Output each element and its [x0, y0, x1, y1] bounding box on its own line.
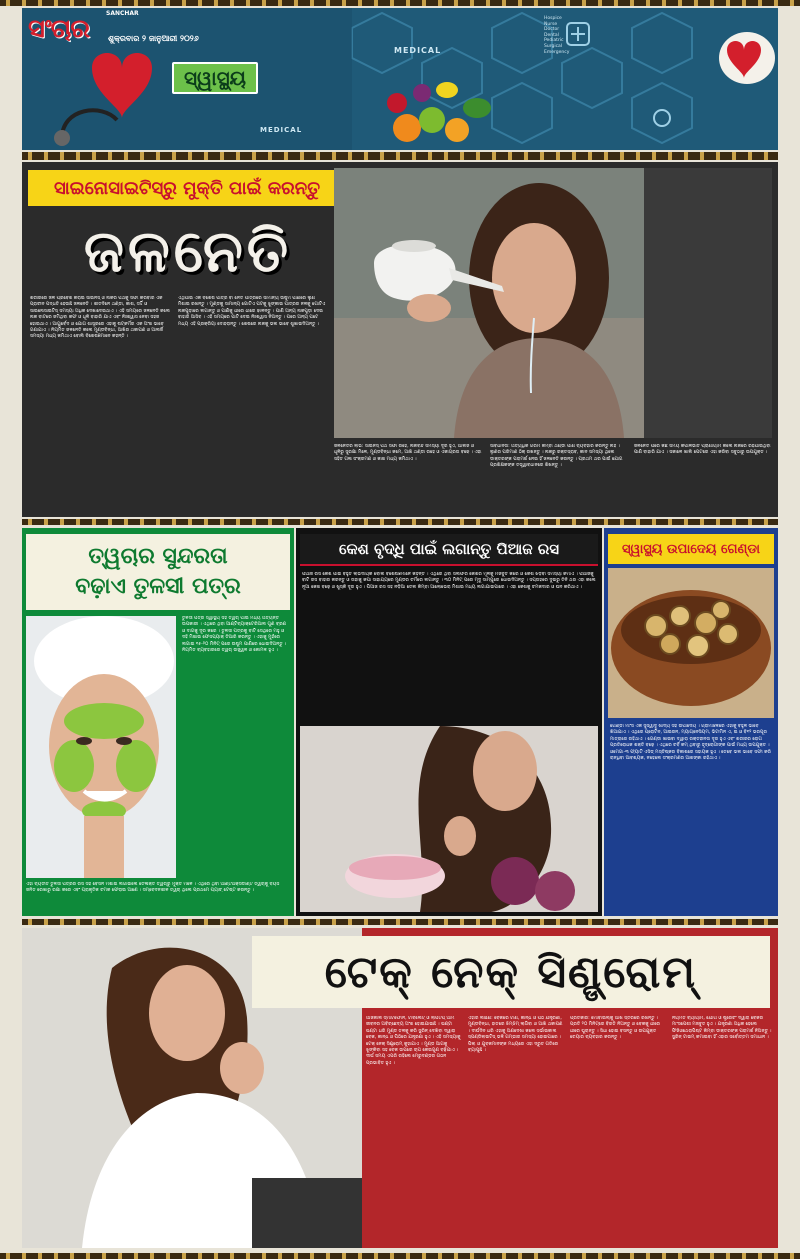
section-divider: [22, 152, 778, 160]
jalaneti-col-1: ଶରୀରରେ ଜଳ ପ୍ରବେଶ କରାଇ ସାଇନସ୍ ଓ ନାକର ପଥକୁ ସଫା କରିବାର ଏକ ପ୍ରାଚୀନ ପଦ୍ଧତି ହେଉଛି ଜଳନେତି । ଶୀତଦିନେ ଥଣ୍ଡା, କାଶ, ସର୍ଦ୍ଦି ଓ ସାଇନୋସାଇଟିସ୍ ସମସ୍ୟା ଅଧିକ ଦେଖାଦେଇଥାଏ । ଏହି ସମୟରେ ଜଳନେତି କଲେ ନାକ ବାଟରେ ଜମିଥିବା କଫ ଓ ଧୂଳି ବାହାରି ଯାଏ ଏବଂ ନିଃଶ୍ୱାସ ନେବା ସହଜ ହୋଇଥାଏ । ଆୟୁର୍ବେଦ ଓ ଯୋଗ ଶାସ୍ତ୍ରରେ ଏହାକୁ ଷଟ୍‌କର୍ମର ଏକ ଅଂଶ ଭାବେ ଗଣାଯାଏ । ନିୟମିତ ଜଳନେତି କଲେ ମୁଣ୍ଡବିନ୍ଧା, ଆଖିର ଥକାପଣ ଓ ଆଲର୍ଜି ସମସ୍ୟା ମଧ୍ୟ କମିଥାଏ ବୋଲି ବିଶେଷଜ୍ଞମାନେ କହନ୍ତି ।: [30, 296, 170, 340]
chart-line: Nurse: [544, 21, 558, 27]
page-border-top: [0, 0, 800, 6]
jalaneti-big-title: ଜଳନେତି: [83, 217, 293, 285]
article-jalaneti: [22, 162, 778, 517]
chart-line: Pediatric: [544, 38, 564, 44]
chart-line: Dental: [544, 32, 559, 38]
tulsi-headline-box: [26, 534, 290, 610]
section-divider-3: [22, 919, 778, 925]
page-border-bottom: [0, 1253, 800, 1259]
medical-label: MEDICAL: [394, 46, 442, 55]
jalaneti-col-3: ଜଳନେତିର ଲାଭ: ସାଇନସ୍ ପଥ ସଫା ରହେ, ନାକବନ୍ଦ ସମସ୍ୟା ଦୂର ହୁଏ, ଆଲର୍ଜି ଓ ଧୂଳିରୁ ସୁରକ୍ଷା ମିଳେ, ମୁଣ୍ଡବିନ୍ଧା କମେ, ଆଖି ଥଣ୍ଡା ରହେ ଓ ଏକାଗ୍ରତା ବଢେ । ଏହା ସହିତ ଗଳା ସଂକ୍ରମଣ ଓ କାଶ ମଧ୍ୟ କମିଥାଏ ।: [334, 444, 482, 462]
article-onion: [296, 528, 602, 916]
medical-label-2: MEDICAL: [260, 126, 303, 134]
onion-headline-bar: [300, 534, 598, 566]
section-title: ସ୍ୱାସ୍ଥ୍ୟ: [184, 66, 246, 90]
article-tulsi: [22, 528, 294, 916]
masthead: [22, 8, 778, 150]
hair-onion-image: [300, 726, 598, 912]
section-divider-2: [22, 519, 778, 525]
paper-name: ସଂଚାର: [28, 14, 90, 44]
chart-line: Surgical: [544, 43, 563, 49]
jalaneti-headline-bar: [28, 170, 346, 206]
paper-tag: SANCHAR: [106, 10, 139, 17]
snail-photo: [608, 568, 774, 718]
tulsi-body-2: ଏହା ବ୍ୟତୀତ ତୁଳସୀ ପତ୍ରର ରସ ସହ ବେସନ ମିଶାଇ ଲଗାଇଲେ ତୈଳାକ୍ତ ତ୍ୱଚାରୁ ମୁକ୍ତି ମିଳେ । ଏଥିରେ ଥିବା ଆଣ୍ଟିଅକ୍ସିଡାଣ୍ଟ ତ୍ୱଚାକୁ ବୟସ ଜନିତ ରେଖାରୁ ରକ୍ଷା କରେ ଏବଂ ପ୍ରାକୃତିକ ଚମକ ଫେରାଇ ଆଣେ । ସମ୍ବେଦନଶୀଳ ତ୍ୱଚା ଥିଲେ ପ୍ରଥମେ ପ୍ୟାଚ୍ ଟେଷ୍ଟ କରନ୍ତୁ ।: [26, 882, 280, 894]
onion-photo: [300, 726, 598, 912]
woman-neti-pot-image: [334, 168, 644, 438]
jalaneti-col-5: ଜଳନେତି ପରେ କିଛି ସମୟ କପାଳଭାତି ପ୍ରାଣାୟାମ କଲେ ନାକରେ ରହିଯାଇଥିବା ପାଣି ବାହାରି ଯାଏ । ସକାଳେ ଖାଲି ପେଟରେ ଏହା କରିବା ସବୁଠାରୁ ଉପଯୁକ୍ତ ।: [634, 444, 771, 456]
section-title-badge: [172, 62, 258, 94]
tech-neck-col-3: ପ୍ରତିକାର: ମୋବାଇଲ୍‌କୁ ଆଖି ସ୍ତରରେ ରଖନ୍ତୁ । ପ୍ରତି ୨୦ ମିନିଟ୍‌ରେ ବିରତି ନିଅନ୍ତୁ ଓ ବେକକୁ ଧୀରେ ଧୀରେ ଘୁରାନ୍ତୁ । ସିଧା ହୋଇ ବସନ୍ତୁ ଓ ଉପଯୁକ୍ତ ଚେୟାର ବ୍ୟବହାର କରନ୍ତୁ ।: [570, 1016, 661, 1041]
chart-line: Hospice: [544, 16, 562, 21]
snail-headline: ସ୍ୱାସ୍ଥ୍ୟ ଉପାଦେୟ ଗେଣ୍ଡା: [622, 541, 760, 557]
tulsi-headline-line2: ବଢ଼ାଏ ତୁଳସୀ ପତ୍ର: [75, 574, 241, 599]
snail-headline-bar: [608, 534, 774, 564]
onion-body: ପିଆଜ ରସ କେଶ ପାଇଁ ବହୁତ ଲାଭଦାୟକ ବୋଲି ବିଶେଷଜ୍ଞମାନେ କହନ୍ତି । ଏଥିରେ ଥିବା ସଲଫର କେଶର ମୂଳକୁ ମଜବୁତ କରେ ଓ କେଶ ଝଡ଼ିବା ସମସ୍ୟା କମାଏ । ପିଆଜକୁ ବାଟି ରସ ବାହାର କରନ୍ତୁ ଓ ତାହାକୁ କପା ସାହାଯ୍ୟରେ ମୁଣ୍ଡର ଚର୍ମରେ ଲଗାନ୍ତୁ । ୩୦ ମିନିଟ୍ ପରେ ମୃଦୁ ସାମ୍ପୁରେ ଧୋଇଦିଅନ୍ତୁ । ସପ୍ତାହରେ ଦୁଇରୁ ତିନି ଥର ଏହା କଲେ ନୂଆ କେଶ ବଢ଼େ ଓ ଖୁସ୍କି ଦୂର ହୁଏ । ପିଆଜ ରସ ସହ ନଡ଼ିଆ ତେଲ କିମ୍ବା ଆଲୋଭେରା ମିଶାଇ ମଧ୍ୟ ଲଗାଯାଇପାରେ । ଏହା କେଶକୁ ଚମକଦାର ଓ ଘନ କରିଥାଏ ।: [302, 572, 596, 590]
tulsi-body: ତୁଳସୀ ପତ୍ର ସ୍ୱାସ୍ଥ୍ୟ ସହ ତ୍ୱଚା ପାଇଁ ମଧ୍ୟ ଅତ୍ୟନ୍ତ ଉପକାରୀ । ଏଥିରେ ଥିବା ଆଣ୍ଟିବ୍ୟାକ୍ଟେରିଆଲ ଗୁଣ ବ୍ରଣ ଓ ଦାଗକୁ ଦୂର କରେ । ତୁଳସୀ ପତ୍ରକୁ ବାଟି ସେଥିରେ ମହୁ ଓ ଦହି ମିଶାଇ ଫେସପ୍ୟାକ୍ ତିଆରି କରନ୍ତୁ । ଏହାକୁ ମୁହଁରେ ଲଗାଇ ୧୫-୨୦ ମିନିଟ୍ ପରେ ଉଷୁମ ପାଣିରେ ଧୋଇଦିଅନ୍ତୁ । ନିୟମିତ ବ୍ୟବହାରରେ ତ୍ୱଚା ଉଜ୍ଜ୍ୱଳ ଓ କୋମଳ ହୁଏ ।: [182, 616, 287, 654]
jalaneti-photo: [334, 168, 644, 438]
onion-headline: କେଶ ବୃଦ୍ଧି ପାଇଁ ଲଗାନ୍ତୁ ପିଆଜ ରସ: [339, 540, 559, 558]
tulsi-photo: [26, 616, 176, 878]
article-tech-neck: [22, 928, 778, 1248]
tech-neck-col-1: ଆଜିକାଲି ସ୍ମାର୍ଟଫୋନ, ଟାବଲେଟ୍ ଓ ଲାପଟପ୍ ଆମ ଜୀବନର ଅବିଚ୍ଛେଦ୍ୟ ଅଂଶ ହୋଇଯାଇଛି । ଘଣ୍ଟା ଘଣ୍ଟା ଧରି ମୁଣ୍ଡ ତଳକୁ କରି ସ୍କ୍ରିନ୍ ଦେଖିବା ଦ୍ୱାରା ବେକ, କାନ୍ଧ ଓ ପିଠିରେ ଯନ୍ତ୍ରଣା ହୁଏ । ଏହି ସମସ୍ୟାକୁ ଟେକ୍ ନେକ୍ ସିଣ୍ଡ୍ରୋମ୍ କୁହାଯାଏ । ମୁଣ୍ଡ ଆଗକୁ ଝୁଙ୍କିବା ସହ ବେକ ଉପରେ ଚାପ କେଇଗୁଣ ବଢ଼ିଯାଏ । ଦୀର୍ଘ ସମୟ ଏପରି ରହିଲେ ମେରୁଦଣ୍ଡର ଗଠନ ପ୍ରଭାବିତ ହୁଏ ।: [366, 1016, 461, 1066]
tulsi-headline-line1: ତ୍ୱଚାର ସୁନ୍ଦରତା: [88, 544, 228, 569]
snail-body: ଗେଣ୍ଡା ମାଂସ ଏକ ସୁସ୍ୱାଦୁ ଖାଦ୍ୟ ସହ ଉପାଦେୟ । ଗ୍ରାମାଞ୍ଚଳରେ ଏହାକୁ ବହୁଳ ଭାବେ ଖିଆଯାଏ । ଏଥିରେ ପ୍ରୋଟିନ, ଆଇରନ, ମ୍ୟାଗ୍ନେସିୟମ, ଭିଟାମିନ ଏ, ଇ ଓ ବି୧୨ ଭରପୂର ମାତ୍ରାରେ ରହିଥାଏ । ଗେଣ୍ଡା ଖାଇବା ଦ୍ୱାରା ରକ୍ତହୀନତା ଦୂର ହୁଏ ଏବଂ ଶରୀରର ରୋଗ ପ୍ରତିରୋଧକ ଶକ୍ତି ବଢ଼େ । ଏଥିରେ ଚର୍ବି କମ୍ ଥିବାରୁ ହୃଦ୍‌ରୋଗୀଙ୍କ ପାଇଁ ମଧ୍ୟ ଉପଯୁକ୍ତ । ଓମେଗା-୩ ଫ୍ୟାଟି ଏସିଡ୍ ମସ୍ତିଷ୍କର ବିକାଶରେ ସହାୟକ ହୁଏ । ତେବେ ଭଲ ଭାବେ ସଫା କରି ରାନ୍ଧିବା ଆବଶ୍ୟକ, ନହେଲେ ସଂକ୍ରମଣର ଆଶଙ୍କା ରହିଥାଏ ।: [610, 724, 772, 762]
jalaneti-headline: ସାଇନୋସାଇଟିସ୍‌ରୁ ମୁକ୍ତି ପାଇଁ କରନ୍ତୁ: [53, 177, 321, 199]
chart-line: Doctor: [544, 27, 560, 33]
face-mask-woman-image: [26, 616, 176, 878]
chart-line: Emergency: [544, 49, 570, 55]
jalaneti-col-4: ସାବଧାନତା: ଅତ୍ୟଧିକ ଗରମ କିମ୍ବା ଥଣ୍ଡା ପାଣି ବ୍ୟବହାର କରନ୍ତୁ ନାହିଁ । ଲୁଣର ପରିମାଣ ଠିକ୍ ରଖନ୍ତୁ । ନାକରୁ ରକ୍ତସ୍ରାବ, କାନ ସମସ୍ୟା ଥିଲେ ଡାକ୍ତରଙ୍କ ପରାମର୍ଶ ନେଇ ହିଁ ଜଳନେତି କରନ୍ତୁ । ପ୍ରଥମ ଥର ପାଇଁ ଯୋଗ ପ୍ରଶିକ୍ଷକଙ୍କ ତତ୍ତ୍ୱାବଧାନରେ ଶିଖନ୍ତୁ ।: [490, 444, 623, 469]
tech-neck-headline: ଟେକ୍ ନେକ୍ ସିଣ୍ଡ୍ରୋମ୍: [324, 946, 698, 998]
tech-neck-col-2: ଏହାର ଲକ୍ଷଣ: ବେକରେ ଟାଣ, କାନ୍ଧ ଓ ପିଠି ଯନ୍ତ୍ରଣା, ମୁଣ୍ଡବିନ୍ଧା, ହାତରେ ଝିମ୍‌ଝିମ୍ ଲାଗିବା ଓ ଆଖି ଥକାପଣ । ଦୀର୍ଘଦିନ ଧରି ଏହାକୁ ଅଣଦେଖା କଲେ ସର୍ଭାଇକାଲ ସ୍ପଣ୍ଡିଲାଇଟିସ୍ ଭଳି ଗମ୍ଭୀର ସମସ୍ୟା ହୋଇପାରେ । ପିଲା ଓ ଯୁବକମାନଙ୍କ ମଧ୍ୟରେ ଏହା ଦ୍ରୁତ ଗତିରେ ବ୍ୟାପୁଛି ।: [468, 1016, 563, 1054]
tech-neck-headline-box: [252, 936, 770, 1008]
medical-chart-list: [544, 16, 604, 55]
jalaneti-right-panel: [644, 168, 772, 438]
masthead-date: ଶୁକ୍ରବାର ୨ ଜାନୁଆରୀ ୨୦୨୬: [108, 34, 199, 43]
jalaneti-col-2: ଏଥିପାଇଁ ଏକ ବିଶେଷ ପାତ୍ର ବା ନେତି ପାତ୍ରରେ ସାମାନ୍ୟ ଉଷୁମ ପାଣିରେ ଲୁଣ ମିଶାଇ ରଖନ୍ତୁ । ମୁଣ୍ଡକୁ ସାମାନ୍ୟ ଗୋଟିଏ ପଟକୁ ଝୁଙ୍କାଇ ପାତ୍ରର ନଳକୁ ଗୋଟିଏ ନାକପୁଡ଼ାରେ ଲଗାନ୍ତୁ ଓ ପାଣିକୁ ଧୀରେ ଧୀରେ ଢାଳନ୍ତୁ । ପାଣି ଅନ୍ୟ ନାକପୁଡ଼ା ଦେଇ ବାହାରି ଆସିବ । ଏହି ସମୟରେ ପାଟି ଦେଇ ନିଃଶ୍ୱାସ ନିଅନ୍ତୁ । ପରେ ଅନ୍ୟ ପଟେ ମଧ୍ୟ ଏହି ପ୍ରକ୍ରିୟା ଦୋହରାନ୍ତୁ । ଶେଷରେ ନାକକୁ ଭଲ ଭାବେ ଶୁଖାଇଦିଅନ୍ତୁ ।: [178, 296, 326, 327]
article-snail: [604, 528, 778, 916]
tech-neck-col-4: ନିୟମିତ ବ୍ୟାୟାମ, ଯୋଗ ଓ ଷ୍ଟ୍ରେଚିଂ ଦ୍ୱାରା ବେକର ମାଂସପେଶୀ ମଜବୁତ ହୁଏ । ଯନ୍ତ୍ରଣା ଅଧିକ ହେଲେ ଫିଜିଓଥେରାପିଷ୍ଟ କିମ୍ବା ଡାକ୍ତରଙ୍କ ପରାମର୍ଶ ନିଅନ୍ତୁ । ସ୍କ୍ରିନ୍ ଟାଇମ୍ କମାଇବା ହିଁ ଏହାର ସର୍ବୋତ୍ତମ ସମାଧାନ ।: [672, 1016, 772, 1041]
snail-pot-image: [608, 568, 774, 718]
